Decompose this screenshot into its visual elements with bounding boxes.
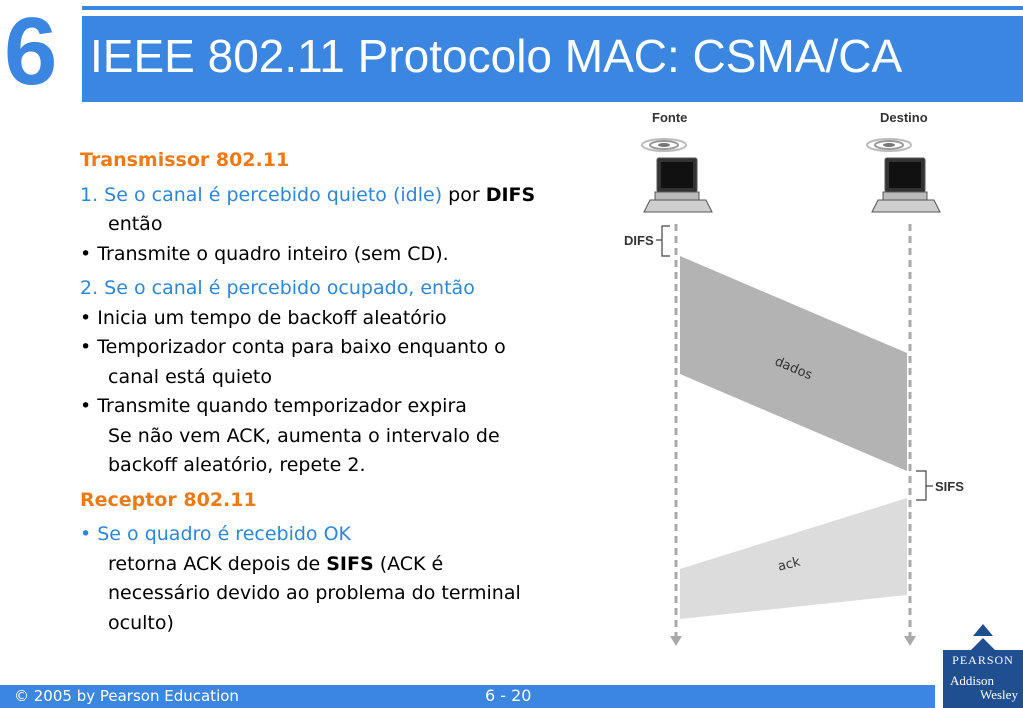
data-frame-label: dados xyxy=(772,354,815,384)
step-1-condition: 1. Se o canal é percebido quieto (idle) xyxy=(80,183,443,206)
top-accent-line xyxy=(82,6,1023,10)
bullet-backoff: • Inicia um tempo de backoff aleatório xyxy=(80,306,447,329)
bullet-transmit-frame: • Transmite o quadro inteiro (sem CD). xyxy=(80,242,449,265)
source-timeline-arrow xyxy=(670,636,682,646)
pearson-brand: PEARSON xyxy=(943,650,1023,670)
step-1 xyxy=(80,181,620,211)
copyright-text: © 2005 by Pearson Education xyxy=(14,687,239,705)
bullet-transmit-expire: • Transmite quando temporizador expira xyxy=(80,395,467,417)
slide-body xyxy=(80,146,620,638)
step-1-por: por xyxy=(442,183,486,206)
receiver-ack xyxy=(80,550,620,580)
destination-label: Destino xyxy=(880,110,928,125)
step-2: 2. Se o canal é percebido ocupado, então xyxy=(80,277,475,299)
sifs-label: SIFS xyxy=(935,479,964,494)
receiver-ack-c: (ACK é xyxy=(373,552,444,575)
bullet-no-ack: Se não vem ACK, aumenta o intervalo de xyxy=(108,424,500,447)
receiver-sifs: SIFS xyxy=(326,552,374,575)
bullet-no-ack-cont: backoff aleatório, repete 2. xyxy=(108,454,366,476)
source-laptop-icon xyxy=(642,139,712,212)
addison-text: Addison xyxy=(950,673,995,688)
sifs-bracket xyxy=(916,471,933,500)
receiver-heading: Receptor 802.11 xyxy=(80,488,257,511)
csma-ca-timing-diagram xyxy=(615,106,975,651)
destination-timeline-arrow xyxy=(904,636,916,646)
destination-laptop-icon xyxy=(867,139,940,212)
receiver-ack-a: retorna ACK depois de xyxy=(108,552,327,575)
slide-title: IEEE 802.11 Protocolo MAC: CSMA/CA xyxy=(90,30,903,82)
step-1-difs: DIFS xyxy=(485,183,536,206)
source-label: Fonte xyxy=(652,110,688,125)
transmitter-heading: Transmissor 802.11 xyxy=(80,149,290,171)
chapter-number: 6 xyxy=(4,0,58,105)
bullet-timer: • Temporizador conta para baixo enquanto o xyxy=(80,336,506,358)
ack-frame-label: ack xyxy=(776,554,802,575)
receiver-ack-cont: necessário devido ao problema do terminal xyxy=(108,582,521,604)
receiver-ack-end: oculto) xyxy=(108,611,174,634)
step-1-then: então xyxy=(108,213,163,235)
difs-label: DIFS xyxy=(624,233,654,248)
wesley-text: Wesley xyxy=(980,687,1018,702)
receiver-bullet: • Se o quadro é recebido OK xyxy=(80,523,351,545)
bullet-timer-cont: canal está quieto xyxy=(108,365,272,388)
difs-bracket xyxy=(656,226,670,256)
page-number: 6 - 20 xyxy=(485,686,532,705)
